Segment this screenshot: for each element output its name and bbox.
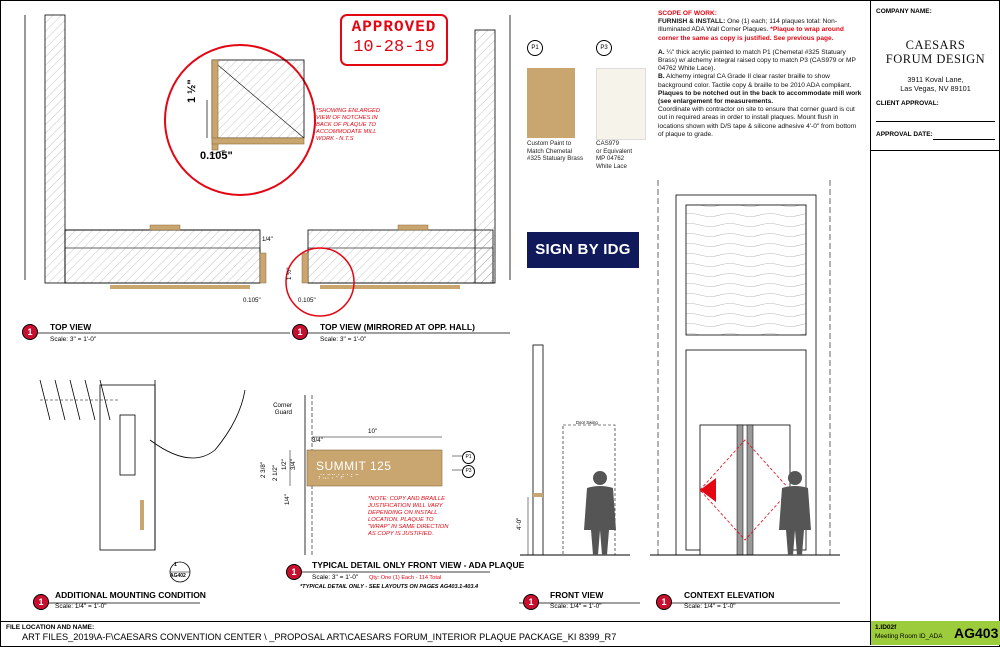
dim-notch-small-2: 0.105" bbox=[298, 297, 316, 304]
sheet-number: AG403 bbox=[954, 625, 999, 641]
title-block bbox=[870, 0, 1000, 621]
swatch-p1-label2: Match Chemetal bbox=[527, 147, 573, 155]
swatch-p3-color bbox=[596, 68, 646, 140]
stamp-line2: 10-28-19 bbox=[353, 38, 435, 57]
plaque-justification-note: *NOTE: COPY AND BRAILLE JUSTIFICATION WILL VARY DEPENDING ON INSTALL LOCATION. PLAQUE TO "WRAP" IN SAME DIRECTION AS COPY IS JUSTIFIED. bbox=[368, 496, 449, 537]
dim-quarter-b: 1/4" bbox=[284, 494, 291, 505]
swatch-p3-label2: or Equivalent bbox=[596, 147, 633, 155]
dim-quarter: 1/4" bbox=[262, 236, 273, 243]
dim-half: 1/2" bbox=[281, 459, 288, 470]
dim-four-ft: 4'-0" bbox=[516, 517, 523, 530]
view-number: 1 bbox=[292, 324, 308, 340]
view-scale: Scale: 1/4" = 1'-0" bbox=[550, 603, 602, 610]
company-line1: CAESARS bbox=[905, 38, 966, 52]
view-scale: Scale: 3" = 1'-0" bbox=[50, 336, 97, 343]
view-number: 1 bbox=[656, 594, 672, 610]
view-title: TYPICAL DETAIL ONLY FRONT VIEW - ADA PLAQUE bbox=[312, 560, 525, 570]
view-number: 1 bbox=[22, 324, 38, 340]
scope-notch-note: Plaques to be notched out in the back to accommodate mill work (see enlargement for measurements. bbox=[658, 89, 862, 106]
ref-sheet: AG402 bbox=[170, 573, 186, 579]
dim-ten: 10" bbox=[368, 428, 378, 435]
approved-stamp bbox=[340, 14, 448, 66]
scope-item-b: Alchemy integral CA Grade II clear raster braille to show background color. Tactile copy & braille to be 2010 ADA compliant. bbox=[658, 73, 852, 89]
dim-two-three-eighth: 2 3/8" bbox=[260, 462, 267, 478]
address-line2: Las Vegas, NV 89101 bbox=[900, 84, 971, 93]
context-elevation-drawing bbox=[650, 180, 840, 555]
view-title: TOP VIEW bbox=[50, 322, 92, 332]
ref-num: 1 bbox=[174, 562, 177, 568]
swatch-p3-tag: P3 bbox=[596, 40, 612, 56]
approval-date-label: APPROVAL DATE: bbox=[876, 131, 933, 138]
scope-item-a: ¼" thick acrylic painted to match P1 (Chemetal #325 Statuary Brass) w/ alchemy integral raised copy to match P3 (CAS979 or MP 04762 White Lace). bbox=[658, 48, 856, 73]
dim-notch: 0.105" bbox=[200, 150, 233, 162]
swatch-p1-label1: Custom Paint to bbox=[527, 140, 572, 147]
door-swing-label: Door Swing bbox=[576, 420, 598, 425]
view-number: 1 bbox=[523, 594, 539, 610]
plaque-text: SUMMIT 125 bbox=[316, 459, 392, 473]
sheet-number-box bbox=[870, 621, 1000, 645]
scope-furnish-text: One (1) each; 114 plaques total: Non-Illuminated ADA Wall Corner Plaques. bbox=[658, 18, 837, 34]
scope-heading: SCOPE OF WORK: bbox=[658, 10, 717, 17]
dim-one-half-small: 1 ½" bbox=[286, 267, 293, 280]
swatch-p1-color bbox=[527, 68, 575, 138]
view-scale: Scale: 1/4" = 1'-0" bbox=[55, 603, 107, 610]
file-label: FILE LOCATION AND NAME: bbox=[6, 624, 95, 631]
dim-two-half: 2 1/2" bbox=[272, 465, 279, 481]
dim-one-half: 1 ½" bbox=[186, 79, 198, 103]
file-path: ART FILES_2019\A-F\CAESARS CONVENTION CENTER \ _PROPOSAL ART\CAESARS FORUM_INTERIOR PLAQUE PACKAGE_KI 8399_R7 bbox=[22, 632, 617, 642]
view-number: 1 bbox=[286, 564, 302, 580]
plaque-braille: ⠎⠥⠍⠍⠊⠞ ⠁⠃⠉ bbox=[318, 475, 360, 481]
scope-coord-note: Coordinate with contractor on site to ensure that corner guard is cut out in required areas in order to install plaques. Mount flush in locations shown with D/S tape & silicone adhesive 4'-0" from bottom of plaque to grade. bbox=[658, 106, 857, 138]
view-title: FRONT VIEW bbox=[550, 590, 604, 600]
person-silhouette bbox=[584, 471, 616, 555]
swatch-p1-label3: #325 Statuary Brass bbox=[527, 155, 584, 163]
swatch-p3-label3: MP 04762 bbox=[596, 155, 625, 163]
scope-of-work bbox=[658, 10, 863, 139]
corner-guard-label: Corner Guard bbox=[273, 402, 292, 416]
sheet-desc: Meeting Room ID_ADA bbox=[875, 633, 943, 640]
sheet-code: 1.ID02f bbox=[875, 624, 897, 631]
company-line2: FORUM DESIGN bbox=[885, 52, 986, 66]
plaque-p1-tag: P1 bbox=[462, 451, 475, 464]
dim-notch-small: 0.105" bbox=[243, 297, 261, 304]
swatch-p1-tag: P1 bbox=[527, 40, 543, 56]
company-label: COMPANY NAME: bbox=[876, 8, 932, 15]
scope-furnish-label: FURNISH & INSTALL: bbox=[658, 18, 726, 26]
view-scale: Scale: 3" = 1'-0" bbox=[312, 574, 359, 581]
view-scale: Scale: 1/4" = 1'-0" bbox=[684, 603, 736, 610]
swatch-p3-label4: White Lace bbox=[596, 162, 627, 170]
view-title: ADDITIONAL MOUNTING CONDITION bbox=[55, 590, 206, 600]
view-title: TOP VIEW (MIRRORED AT OPP. HALL) bbox=[320, 322, 475, 332]
view-scale: Scale: 3" = 1'-0" bbox=[320, 336, 367, 343]
dim-three-quarter: 3/4" bbox=[312, 437, 323, 444]
sign-by-badge: SIGN BY IDG bbox=[527, 232, 639, 268]
address-line1: 3911 Koval Lane, bbox=[907, 75, 964, 84]
scope-furnish-red: *Plaque to wrap around corner the same as copy is justified. See previous page. bbox=[658, 26, 844, 42]
footer-bar bbox=[0, 621, 998, 646]
additional-mounting-drawing bbox=[40, 380, 245, 582]
client-approval-label: CLIENT APPROVAL: bbox=[876, 100, 939, 107]
swatch-p3-label1: CAS979 bbox=[596, 140, 620, 147]
scope-item-b-label: B. bbox=[658, 73, 665, 81]
plaque-qty: Qty: One (1) Each - 114 Total bbox=[369, 575, 442, 581]
scope-item-a-label: A. bbox=[658, 48, 665, 56]
dim-three-quarter-b: 3/4" bbox=[290, 459, 297, 470]
plaque-p3-tag: P3 bbox=[462, 465, 475, 478]
enlarge-note: *SHOWING ENLARGED VIEW OF NOTCHES IN BACK OF PLAQUE TO ACCOMMODATE MILL WORK - N.T.S bbox=[316, 108, 381, 142]
view-title: CONTEXT ELEVATION bbox=[684, 590, 775, 600]
stamp-line1: APPROVED bbox=[351, 18, 437, 36]
view-number: 1 bbox=[33, 594, 49, 610]
typical-detail-note: *TYPICAL DETAIL ONLY - SEE LAYOUTS ON PAGES AG403.1-403.4 bbox=[300, 584, 479, 590]
enlarged-detail-circle bbox=[165, 45, 315, 195]
